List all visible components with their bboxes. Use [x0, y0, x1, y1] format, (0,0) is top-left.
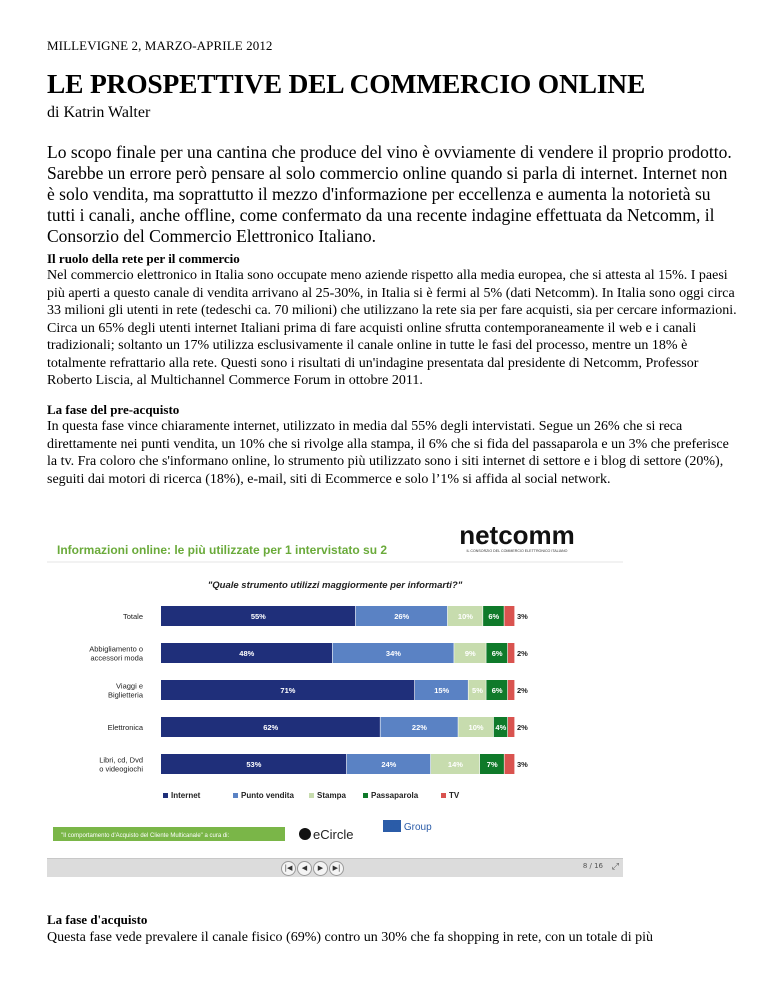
data-label: 2%: [517, 723, 528, 732]
chart-title: "Quale strumento utilizzi maggiormente per informarti?": [207, 580, 463, 591]
data-label: 6%: [491, 649, 503, 658]
data-label: 6%: [491, 686, 503, 695]
legend-swatch-internet: [163, 793, 168, 798]
category-label: Viaggi e Biglietteria: [107, 681, 143, 700]
lead-paragraph: Lo scopo finale per una cantina che produce del vino è ovviamente di vendere il proprio prodotto. Sarebbe un errore però pensare al solo commercio online quando si parla di internet. Internet non è solo vendita, ma soprattutto il mezzo d'informazione per eccellenza e aumenta la notorietà su tutti i canali, anche offline, come confermato da una recente indagine effettuata da Netcomm, il Consorzio del Commercio Elettronico Italiano.: [47, 142, 732, 246]
data-label: 3%: [517, 612, 528, 621]
data-label: 22%: [411, 723, 427, 732]
data-label: 6%: [488, 612, 500, 621]
fullscreen-icon[interactable]: ⤢: [611, 862, 619, 872]
author-byline: di Katrin Walter: [47, 104, 151, 121]
data-label: 71%: [280, 686, 296, 695]
data-label: 15%: [434, 686, 450, 695]
next-slide-icon[interactable]: ▶: [313, 861, 328, 876]
legend-label-stampa: Stampa: [317, 791, 346, 800]
netcomm-logo: netcomm: [459, 520, 575, 550]
legend-label-internet: Internet: [171, 791, 201, 800]
section-heading-pre-acquisto: La fase del pre-acquisto: [47, 402, 180, 417]
first-slide-icon[interactable]: |◀: [281, 861, 296, 876]
section-heading-acquisto: La fase d'acquisto: [47, 912, 148, 927]
data-label: 5%: [472, 686, 483, 695]
section-text-acquisto: Questa fase vede prevalere il canale fisico (69%) contro un 30% che fa shopping in rete, con un totale di più: [47, 930, 654, 945]
chart-bars: [89, 606, 528, 774]
bar-tv: [508, 680, 515, 700]
netcomm-logo-subtext: IL CONSORZIO DEL COMMERCIO ELETTRONICO ITALIANO: [466, 549, 568, 553]
data-label: 53%: [246, 760, 262, 769]
section-text-pre-acquisto: In questa fase vince chiaramente internet, utilizzato in media dal 55% degli intervistati. Segue un 26% che si reca direttamente nei punti vendita, un 10% che si rivolge alla stampa, il 6% che si fida del passaparola e un 3% che preferisce la tv. Fra coloro che s'informano online, lo strumento più utilizzato sono i siti internet di settore e i blog di settore (20%), seguiti dai motori di ricerca (18%), e-mail, siti di Ecommerce e solo l’1% si affida al social network.: [47, 419, 729, 487]
bar-tv: [508, 643, 515, 663]
data-label: 26%: [394, 612, 410, 621]
data-label: 34%: [385, 649, 401, 658]
data-label: 3%: [517, 760, 528, 769]
category-label: Totale: [122, 612, 143, 621]
footer-note: "Il comportamento d'Acquisto del Cliente Multicanale" a cura di:: [61, 833, 230, 839]
bar-tv: [504, 606, 514, 626]
data-label: 7%: [486, 760, 498, 769]
bar-tv: [504, 754, 514, 774]
publication-header: MILLEVIGNE 2, MARZO-APRILE 2012: [47, 38, 273, 53]
data-label: 24%: [381, 760, 397, 769]
legend-swatch-stampa: [309, 793, 314, 798]
data-label: 10%: [468, 723, 484, 732]
legend-swatch-tv: [441, 793, 446, 798]
legend-swatch-passaparola: [363, 793, 368, 798]
chart-legend: [163, 791, 460, 800]
section-heading-ruolo: Il ruolo della rete per il commercio: [47, 251, 240, 266]
data-label: 2%: [517, 686, 528, 695]
data-label: 14%: [447, 760, 463, 769]
bar-tv: [508, 717, 514, 737]
previous-slide-icon[interactable]: ◀: [297, 861, 312, 876]
article-title: LE PROSPETTIVE DEL COMMERCIO ONLINE: [47, 68, 646, 99]
data-label: 4%: [495, 723, 507, 732]
ecircle-logo: eCircle: [313, 827, 354, 842]
cfi-logo: CFI Group: [385, 822, 432, 833]
slide-image: [47, 518, 623, 878]
slide-page-indicator: 8 / 16: [582, 862, 603, 870]
data-label: 62%: [263, 723, 279, 732]
legend-label-tv: TV: [449, 791, 460, 800]
data-label: 2%: [517, 649, 528, 658]
category-label: Libri, cd, Dvd o videogiochi: [99, 755, 143, 774]
legend-label-punto-vendita: Punto vendita: [241, 791, 294, 800]
ecircle-logo-icon: [299, 828, 311, 840]
data-label: 55%: [250, 612, 266, 621]
slide-controls: [47, 858, 623, 877]
data-label: 48%: [239, 649, 255, 658]
data-label: 9%: [464, 649, 476, 658]
category-label: Elettronica: [107, 723, 143, 732]
section-text-ruolo: Nel commercio elettronico in Italia sono occupate meno aziende rispetto alla media europea, che si attesta al 15%. I paesi più aperti a questo canale di vendita arrivano al 25-30%, in Italia si è fermi al 5% (dati Netcomm). In Italia sono oggi circa 33 milioni gli utenti in rete (tedeschi ca. 70 milioni) che utilizzano la rete sia per fare acquisti, sia per cercare informazioni. Circa un 65% degli utenti internet Italiani prima di fare acquisti online sfrutta contemporaneamente il web e i canali tradizionali; soltanto un 17% utilizza esclusivamente il canale online in tutte le fasi del processo, mentre un 18% è totalmente refrattario alla rete. Questi sono i risultati di un'indagine presentata dal presidente di Netcomm, Professor Roberto Liscia, al Multichannel Commerce Forum in ottobre 2011.: [47, 268, 737, 388]
slide-headline: Informazioni online: le più utilizzate per 1 intervistato su 2: [57, 543, 388, 557]
last-slide-icon[interactable]: ▶|: [329, 861, 344, 876]
data-label: 10%: [457, 612, 473, 621]
category-label: Abbigliamento o accessori moda: [89, 644, 143, 663]
legend-label-passaparola: Passaparola: [371, 791, 419, 800]
netcomm-slide-chart: [47, 518, 623, 858]
legend-swatch-punto-vendita: [233, 793, 238, 798]
